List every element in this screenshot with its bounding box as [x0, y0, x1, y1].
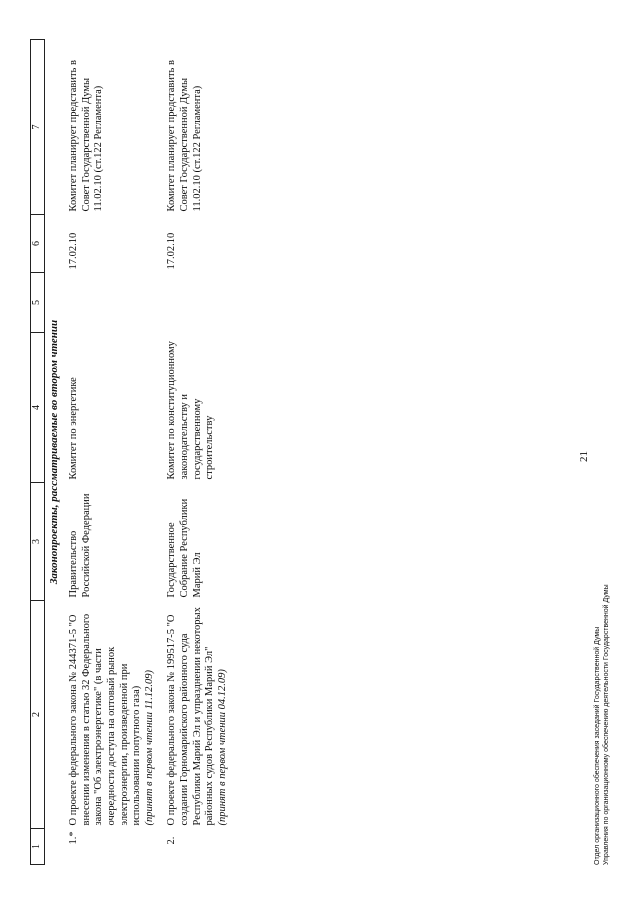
footer	[594, 584, 611, 865]
column-number: 2	[31, 601, 45, 829]
column-number: 5	[31, 273, 45, 333]
section-title: Законопроекты, рассматриваемые во втором чтении	[47, 319, 60, 585]
initiator-cell: Правительство Российской Федерации	[68, 493, 92, 598]
date-cell: 17.02.10	[68, 232, 80, 270]
footer-line: Управления по организационному обеспечению деятельности Государственной Думы	[602, 584, 610, 865]
column-number: 1	[31, 829, 45, 865]
bill-cell	[64, 601, 162, 829]
column-number: 7	[31, 40, 45, 215]
bill-title: О проекте федерального закона № 199517-5 "О создании Горномарийского районного суда Республики Марий Эл и упразднении некоторых районных судов Республики Марий Эл"	[166, 607, 216, 826]
row-number: 1.*	[68, 831, 80, 845]
table-row	[162, 40, 235, 865]
footer-line: Отдел организационного обеспечения заседаний Государственной Думы	[594, 626, 601, 865]
bill-title: О проекте федерального закона № 244371-5 "О внесении изменения в статью 32 Федерального закона "Об электроэнергетике" (в части очередности доступа на оптовый рынок электроэнергии, произведенной при использовании попутного газа)	[68, 613, 143, 826]
column-number-row	[31, 40, 45, 865]
date-cell: 17.02.10	[166, 232, 178, 270]
committee-cell: Комитет по энергетике	[68, 377, 80, 480]
bill-cell	[162, 601, 235, 829]
row-number: 2.	[166, 836, 178, 845]
committee-cell: Комитет по конституционному законодательству и государственному строительству	[166, 341, 216, 480]
page-number: 21	[578, 451, 590, 462]
section-row	[44, 40, 64, 865]
adoption-note: (принят в первом чтении 04.12.09)	[216, 669, 228, 826]
agenda-table	[30, 39, 235, 865]
empty-cell	[64, 273, 162, 333]
adoption-note: (принят в первом чтении 11.12.09)	[143, 669, 155, 826]
table-row	[64, 40, 162, 865]
note-cell: Комитет планирует представить в Совет Государственной Думы 11.02.10 (ст.122 Регламента)	[68, 60, 105, 212]
column-number: 4	[31, 333, 45, 483]
column-number: 3	[31, 483, 45, 601]
initiator-cell: Государственное Собрание Республики Марий Эл	[166, 498, 203, 598]
column-number: 6	[31, 215, 45, 273]
note-cell: Комитет планирует представить в Совет Государственной Думы 11.02.10 (ст.122 Регламента)	[166, 60, 203, 212]
empty-cell	[162, 273, 235, 333]
